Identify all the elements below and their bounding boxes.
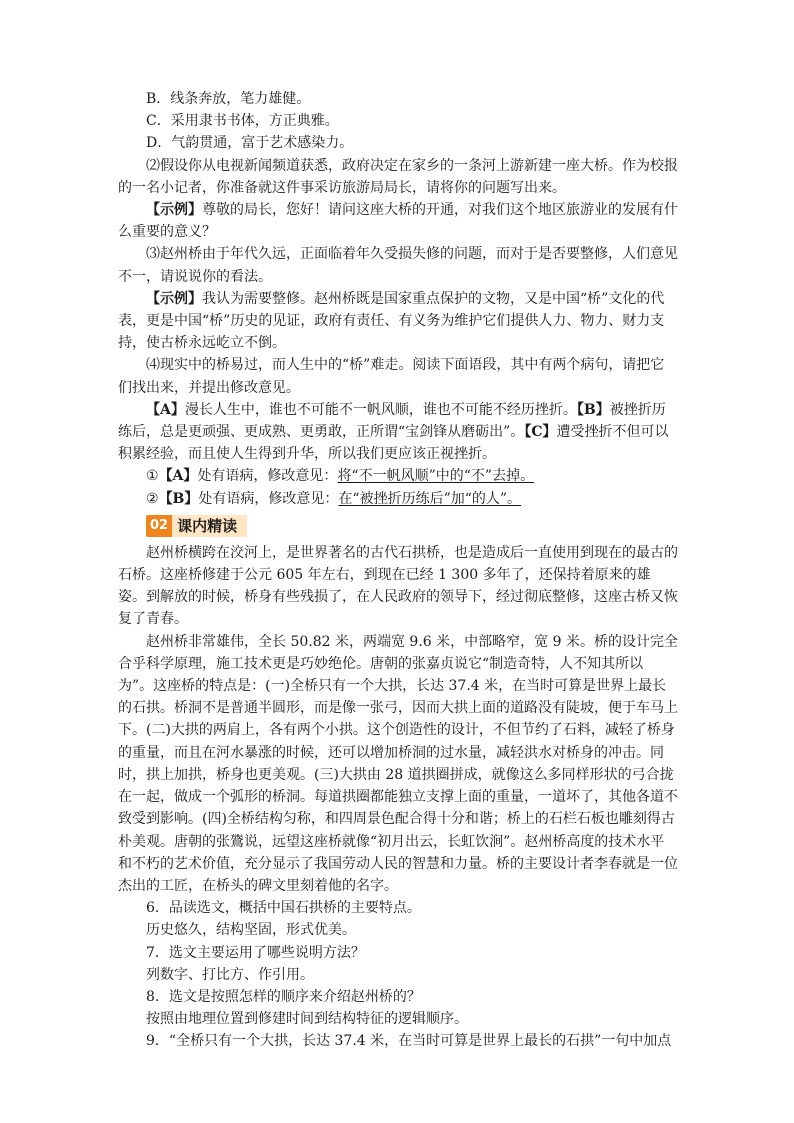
option-b: B．线条奔放，笔力雄健。	[146, 91, 311, 107]
answer-number: ①	[146, 468, 159, 485]
answer-fix: 在“被挫折历练后”加“的人”。	[338, 490, 522, 507]
sentence-c: 遭受挫折不但可以积累经验，而且使人生得到升华，所以我们更应该正视挫折。	[118, 424, 669, 463]
example-label: 【示例】	[146, 290, 202, 307]
sentence-a: 漫长人生中，谁也不可能不一帆风顺，谁也不可能不经历挫折。	[184, 401, 577, 418]
reading-paragraph-2: 赵州桥非常雄伟，全长 50.82 米，两端宽 9.6 米，中部略窄，宽 9 米。桥的设计完全合乎科学原理，施工技术更是巧妙绝伦。唐朝的张嘉贞说它“制造奇特，人不知其所以为”。这座桥的特点是：(一)全桥只有一个大拱，长达 37.4 米，在当时可算是世界上最长的石拱。桥洞不是普通半圆形，而是像一张弓，因而大拱上面的道路没有陡坡，便于车马上下。(二)大拱的两肩上，各有两个小拱。这个创造性的设计，不但节约了石料，减轻了桥身的重量，而且在河水暴涨的时候，还可以增加桥洞的过水量，减轻洪水对桥身的冲击。同时，拱上加拱，桥身也更美观。(三)大拱由 28 道拱圈拼成，就像这么多同样形状的弓合拢在一起，做成一个弧形的桥洞。每道拱圈都能独立支撑上面的重量，一道坏了，其他各道不致受到影响。(四)全桥结构匀称，和四周景色配合得十分和谐；桥上的石栏石板也雕刻得古朴美观。唐朝的张鷟说，远望这座桥就像“初月出云，长虹饮涧”。赵州桥高度的技术水平和不朽的艺术价值，充分显示了我国劳动人民的智慧和力量。桥的主要设计者李春就是一位杰出的工匠，在桥头的碑文里刻着他的名字。	[118, 633, 678, 894]
marker-a: 【A】	[146, 401, 185, 418]
example-text: 尊敬的局长，您好！请问这座大桥的开通，对我们这个地区旅游业的发展有什么重要的意义？	[118, 202, 678, 241]
question-4-passage	[118, 399, 678, 466]
answer-1	[118, 465, 678, 487]
question-8: 8．选文是按照怎样的顺序来介绍赵州桥的？	[146, 988, 421, 1005]
section-title: 课内精读	[172, 515, 247, 537]
example-text: 我认为需要整修。赵州桥既是国家重点保护的文物，又是中国“桥”文化的代表，更是中国“桥”历史的见证，政府有责任、有义务为维护它们提供人力、物力、财力支持，使古桥永远屹立不倒。	[118, 290, 665, 352]
answer-7: 列数字、打比方、作引用。	[146, 966, 314, 983]
section-header	[146, 514, 678, 538]
page	[118, 88, 678, 1053]
question-9: 9．“全桥只有一个大拱，长达 37.4 米，在当时可算是世界上最长的石拱”一句中加点	[146, 1033, 672, 1050]
reading-paragraph-1: 赵州桥横跨在洨河上，是世界著名的古代石拱桥，也是造成后一直使用到现在的最古的石桥。这座桥修建于公元 605 年左右，到现在已经 1 300 多年了，还保持着原来的雄姿。到解放的时候，桥身有些残损了，在人民政府的领导下，经过彻底整修，这座古桥又恢复了青春。	[118, 544, 678, 628]
question-3: ⑶赵州桥由于年代久远，正面临着年久受损失修的问题，而对于是否要整修，人们意见不一，请说说你的看法。	[118, 246, 678, 285]
answer-number: ②	[146, 490, 159, 507]
question-2-example	[118, 199, 678, 243]
answer-2	[118, 488, 678, 510]
answer-fix: 将“不一帆风顺”中的“不”去掉。	[337, 468, 535, 485]
answer-6: 历史悠久，结构坚固，形式优美。	[146, 922, 356, 939]
marker-b: 【B】	[576, 401, 610, 418]
question-2: ⑵假设你从电视新闻频道获悉，政府决定在家乡的一条河上游新建一座大桥。作为校报的一名小记者，你准备就这件事采访旅游局局长，请将你的问题写出来。	[118, 157, 678, 196]
option-c: C．采用隶书书体，方正典雅。	[146, 113, 339, 130]
answer-8: 按照由地理位置到修建时间到结构特征的逻辑顺序。	[146, 1011, 468, 1028]
answer-marker: 【B】	[158, 490, 199, 507]
answer-prefix: 处有语病，修改意见：	[198, 490, 339, 507]
example-label: 【示例】	[146, 202, 202, 219]
option-d: D．气韵贯通，富于艺术感染力。	[146, 135, 354, 152]
question-6: 6．品读选文，概括中国石拱桥的主要特点。	[146, 900, 421, 917]
answer-prefix: 处有语病，修改意见：	[197, 468, 338, 485]
answer-marker: 【A】	[158, 468, 198, 485]
question-4: ⑷现实中的桥易过，而人生中的“桥”难走。阅读下面语段，其中有两个病句，请把它们找出来，并提出修改意见。	[118, 357, 665, 396]
sentence-b: 被挫折历练后，总是更顽强、更成熟、更勇敢，正所谓“宝剑锋从磨砺出”。	[118, 401, 666, 441]
section-number: 02	[146, 515, 172, 537]
question-7: 7．选文主要运用了哪些说明方法？	[146, 944, 365, 961]
question-3-example	[118, 288, 678, 355]
marker-c: 【C】	[524, 424, 557, 441]
